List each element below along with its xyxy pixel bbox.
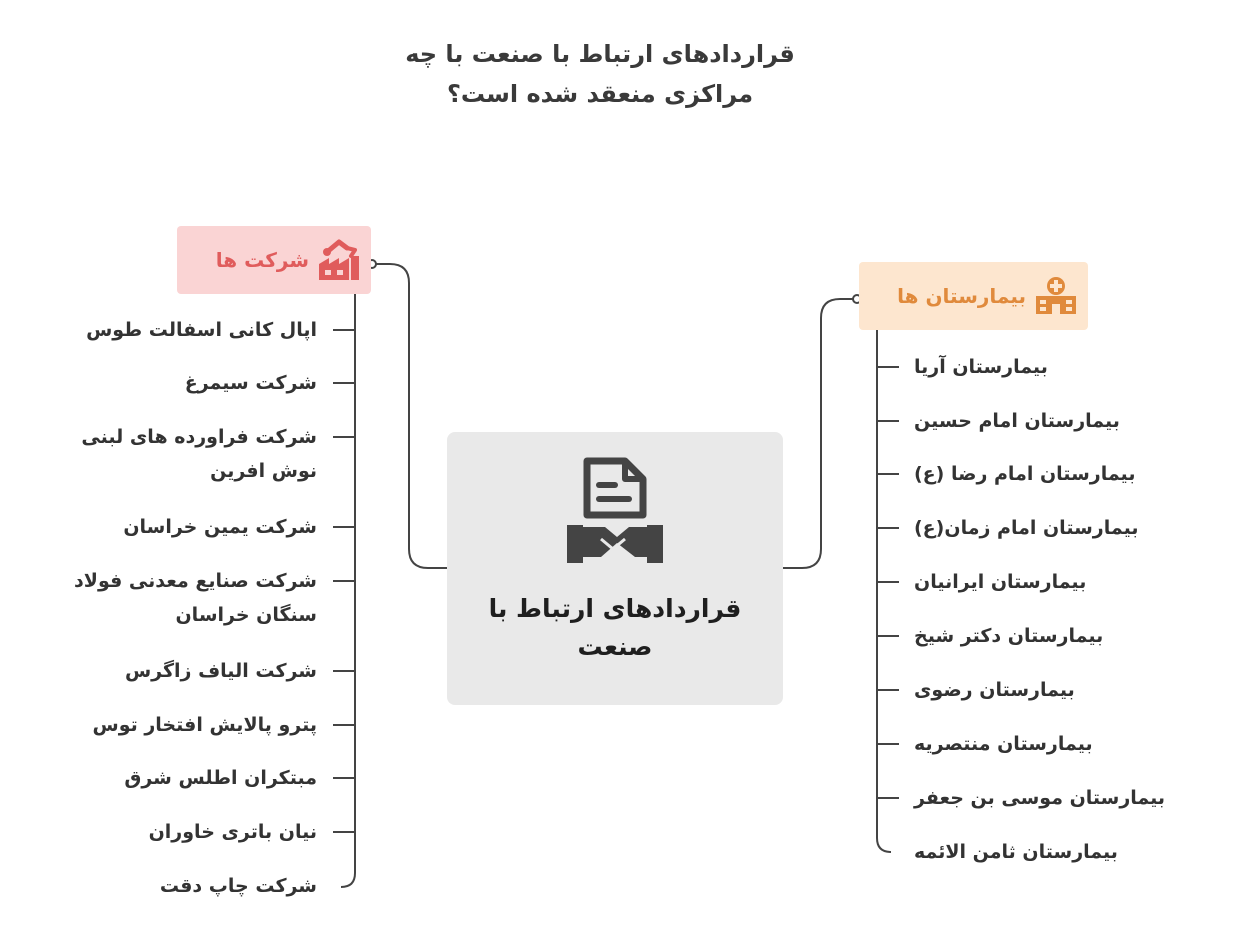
list-item-company[interactable] <box>86 313 317 347</box>
list-item-hospital[interactable]: بیمارستان رضوی <box>914 679 1075 701</box>
list-item-company[interactable] <box>92 708 317 742</box>
list-item-company-text: شرکت یمین خراسان <box>123 516 317 538</box>
title-line-2: مراکزی منعقد شده است؟ <box>446 80 754 108</box>
list-item-hospital[interactable]: بیمارستان منتصریه <box>914 733 1093 755</box>
list-item-company-text: شرکت سیمرغ <box>184 372 317 394</box>
list-item-company[interactable] <box>124 761 317 795</box>
list-item-company[interactable] <box>185 366 317 400</box>
list-item-company-text: نیان باتری خاوران <box>148 821 317 843</box>
list-item-hospital[interactable]: بیمارستان آریا <box>914 356 1048 378</box>
list-item-hospital[interactable]: بیمارستان موسی بن جعفر <box>914 787 1166 809</box>
list-item-company[interactable] <box>149 815 317 849</box>
connector-center-to-hospitals <box>783 299 855 568</box>
list-item-company-text: شرکت فراورده های لبنی <box>81 426 317 448</box>
company-list <box>20 0 317 947</box>
list-item-company[interactable] <box>125 654 317 688</box>
list-item-company-text: پترو پالایش افتخار توس <box>92 714 317 736</box>
company-list-ticks <box>333 330 355 832</box>
list-item-company-text: شرکت صنایع معدنی فولاد <box>74 570 317 592</box>
hospital-list-trunk <box>877 330 891 852</box>
list-item-hospital[interactable]: بیمارستان امام رضا (ع) <box>914 463 1136 485</box>
list-item-company[interactable] <box>123 510 317 544</box>
list-item-company[interactable] <box>81 420 317 488</box>
list-item-company[interactable] <box>160 869 317 903</box>
list-item-company[interactable] <box>74 564 317 632</box>
list-item-company-text: شرکت چاپ دقت <box>159 875 317 897</box>
central-topic-line-2: صنعت <box>577 632 653 661</box>
list-item-hospital[interactable]: بیمارستان امام حسین <box>914 410 1120 432</box>
list-item-company-text-line-2: نوش افرین <box>210 460 317 482</box>
central-topic-label <box>477 590 753 666</box>
branch-companies-label: شرکت ها <box>215 248 309 272</box>
title-line-1: قراردادهای ارتباط با صنعت با چه <box>405 40 795 68</box>
list-item-company-text: اپال کانی اسفالت طوس <box>86 319 317 341</box>
list-item-hospital[interactable]: بیمارستان دکتر شیخ <box>914 625 1104 647</box>
list-item-hospital[interactable]: بیمارستان امام زمان(ع) <box>914 517 1139 539</box>
central-topic[interactable] <box>447 432 783 705</box>
list-item-company-text: شرکت الیاف زاگرس <box>124 660 317 682</box>
list-item-company-text: مبتکران اطلس شرق <box>124 767 317 789</box>
list-item-company-text-line-2: سنگان خراسان <box>175 604 317 626</box>
contract-handshake-icon <box>565 455 665 565</box>
hospital-list <box>914 0 1234 947</box>
connector-center-to-companies <box>373 264 447 568</box>
hospital-list-ticks <box>877 367 899 798</box>
central-topic-line-1: قراردادهای ارتباط با <box>488 594 742 623</box>
list-item-hospital[interactable]: بیمارستان ثامن الائمه <box>914 841 1118 863</box>
branch-hospitals-label: بیمارستان ها <box>897 284 1026 308</box>
factory-icon <box>317 238 361 282</box>
list-item-hospital[interactable]: بیمارستان ایرانیان <box>914 571 1087 593</box>
